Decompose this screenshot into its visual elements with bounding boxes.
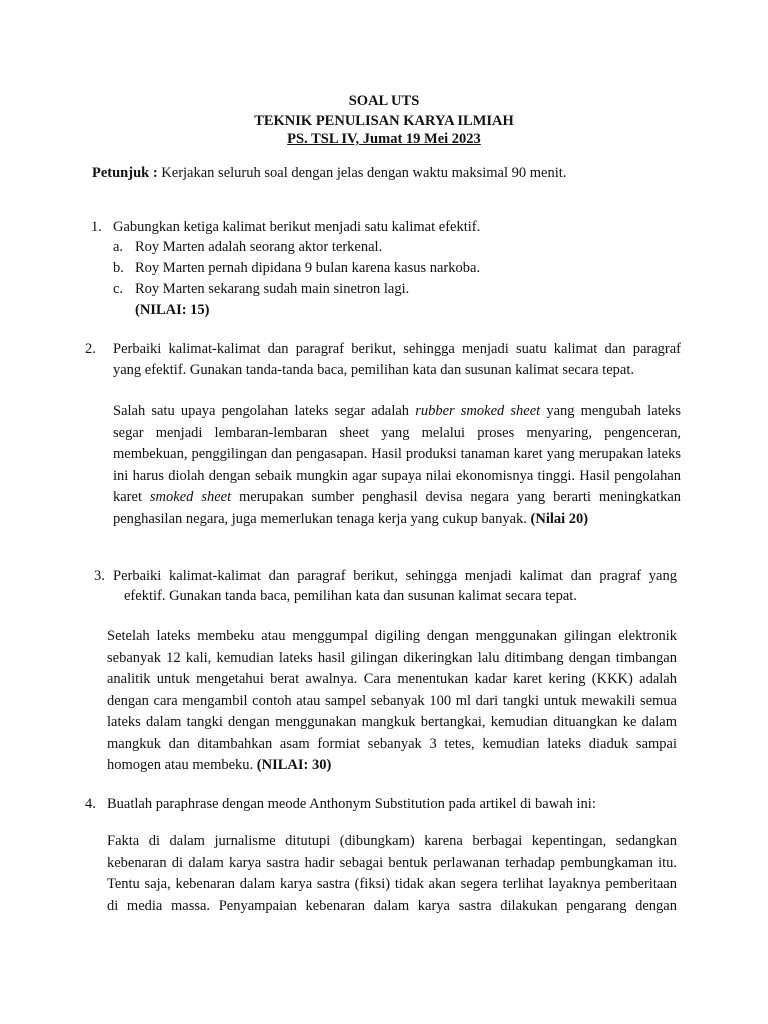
exam-date: PS. TSL IV, Jumat 19 Mei 2023 (287, 131, 481, 147)
q1-item-text: Roy Marten adalah seorang aktor terkenal. (135, 239, 383, 255)
q2-paragraph: Salah satu upaya pengolahan lateks segar adalah rubber smoked sheet yang mengubah lateks segar menjadi lembaran-lembaran sheet yang melalui proses menyaring, pengenceran, membekuan, penggilingan dan pengasapan. Hasil produksi tanaman karet yang merupakan lateks ini harus diolah dengan sebaik mungkin agar supaya nilai ekonomisnya tinggi. Hasil pengolahan karet smoked sheet merupakan sumber penghasil devisa negara yang berarti meningkatkan penghasilan negara, juga memerlukan tenaga kerja yang cukup banyak. (Nilai 20) (113, 403, 681, 527)
q4-prompt: Buatlah paraphrase dengan meode Anthonym Substitution pada artikel di bawah ini: (107, 796, 596, 812)
q3-prompt-line1: Perbaiki kalimat-kalimat dan paragraf berikut, sehingga menjadi kalimat dan pragraf yang (113, 568, 677, 584)
q2-prompt-line2: yang efektif. Gunakan tanda-tanda baca, pemilihan kata dan susunan kalimat secara tepat. (113, 362, 634, 378)
q2-prompt-line1: Perbaiki kalimat-kalimat dan paragraf berikut, sehingga menjadi suatu kalimat dan paragraf (113, 341, 681, 357)
q1-text: Gabungkan ketiga kalimat berikut menjadi satu kalimat efektif. (113, 219, 481, 235)
q4-paragraph: Fakta di dalam jurnalisme ditutupi (dibungkam) karena berbagai kepentingan, sedangkan kebenaran di dalam karya sastra hadir sebagai bentuk perlawanan terhadap pembungkaman itu. Tentu saja, kebenaran dalam karya sastra (fiksi) tidak akan segera terlihat layaknya pemberitaan di media massa. Penyampaian kebenaran dalam karya sastra dilakukan pengarang dengan (107, 833, 677, 914)
q1-item-text: Roy Marten sekarang sudah main sinetron lagi. (135, 281, 410, 297)
q2-score: (Nilai 20) (530, 510, 589, 527)
course-title: TEKNIK PENULISAN KARYA ILMIAH (254, 113, 514, 129)
q1-item-text: Roy Marten pernah dipidana 9 bulan karena kasus narkoba. (135, 260, 481, 276)
q3-paragraph: Setelah lateks membeku atau menggumpal digiling dengan menggunakan gilingan elektronik sebanyak 12 kali, kemudian lateks hasil gilingan dikeringkan lalu ditimbang dengan timbangan analitik untuk mengetahui berat awalnya. Cara menentukan kadar karet kering (KKK) adalah dengan cara mengambil contoh atau sampel sebanyak 100 ml dari tangki untuk mewakili semua lateks dalam tangki dengan menggunakan mangkuk bertangkai, kemudian dituangkan ke dalam mangkuk dan ditambahkan asam formiat sebanyak 3 tetes, kemudian lateks diaduk sampai homogen atau membeku. (NILAI: 30) (107, 628, 677, 773)
q1-number: 1. (91, 219, 102, 235)
q1-item-marker: a. (113, 239, 124, 255)
q1-score: (NILAI: 15) (135, 302, 210, 318)
q1-item-marker: c. (113, 281, 124, 297)
q3-number: 3. (94, 568, 105, 584)
q1-item-marker: b. (113, 260, 124, 276)
q4-number: 4. (85, 796, 96, 812)
q2-number: 2. (85, 341, 96, 357)
exam-title: SOAL UTS (348, 93, 420, 109)
q3-prompt-line2: efektif. Gunakan tanda baca, pemilihan kata dan susunan kalimat secara tepat. (124, 588, 577, 604)
q3-score: (NILAI: 30) (256, 757, 332, 773)
instructions (92, 163, 712, 184)
instructions-label: Petunjuk : (92, 165, 158, 181)
instructions-text: Kerjakan seluruh soal dengan jelas dengan waktu maksimal 90 menit. (157, 165, 567, 181)
